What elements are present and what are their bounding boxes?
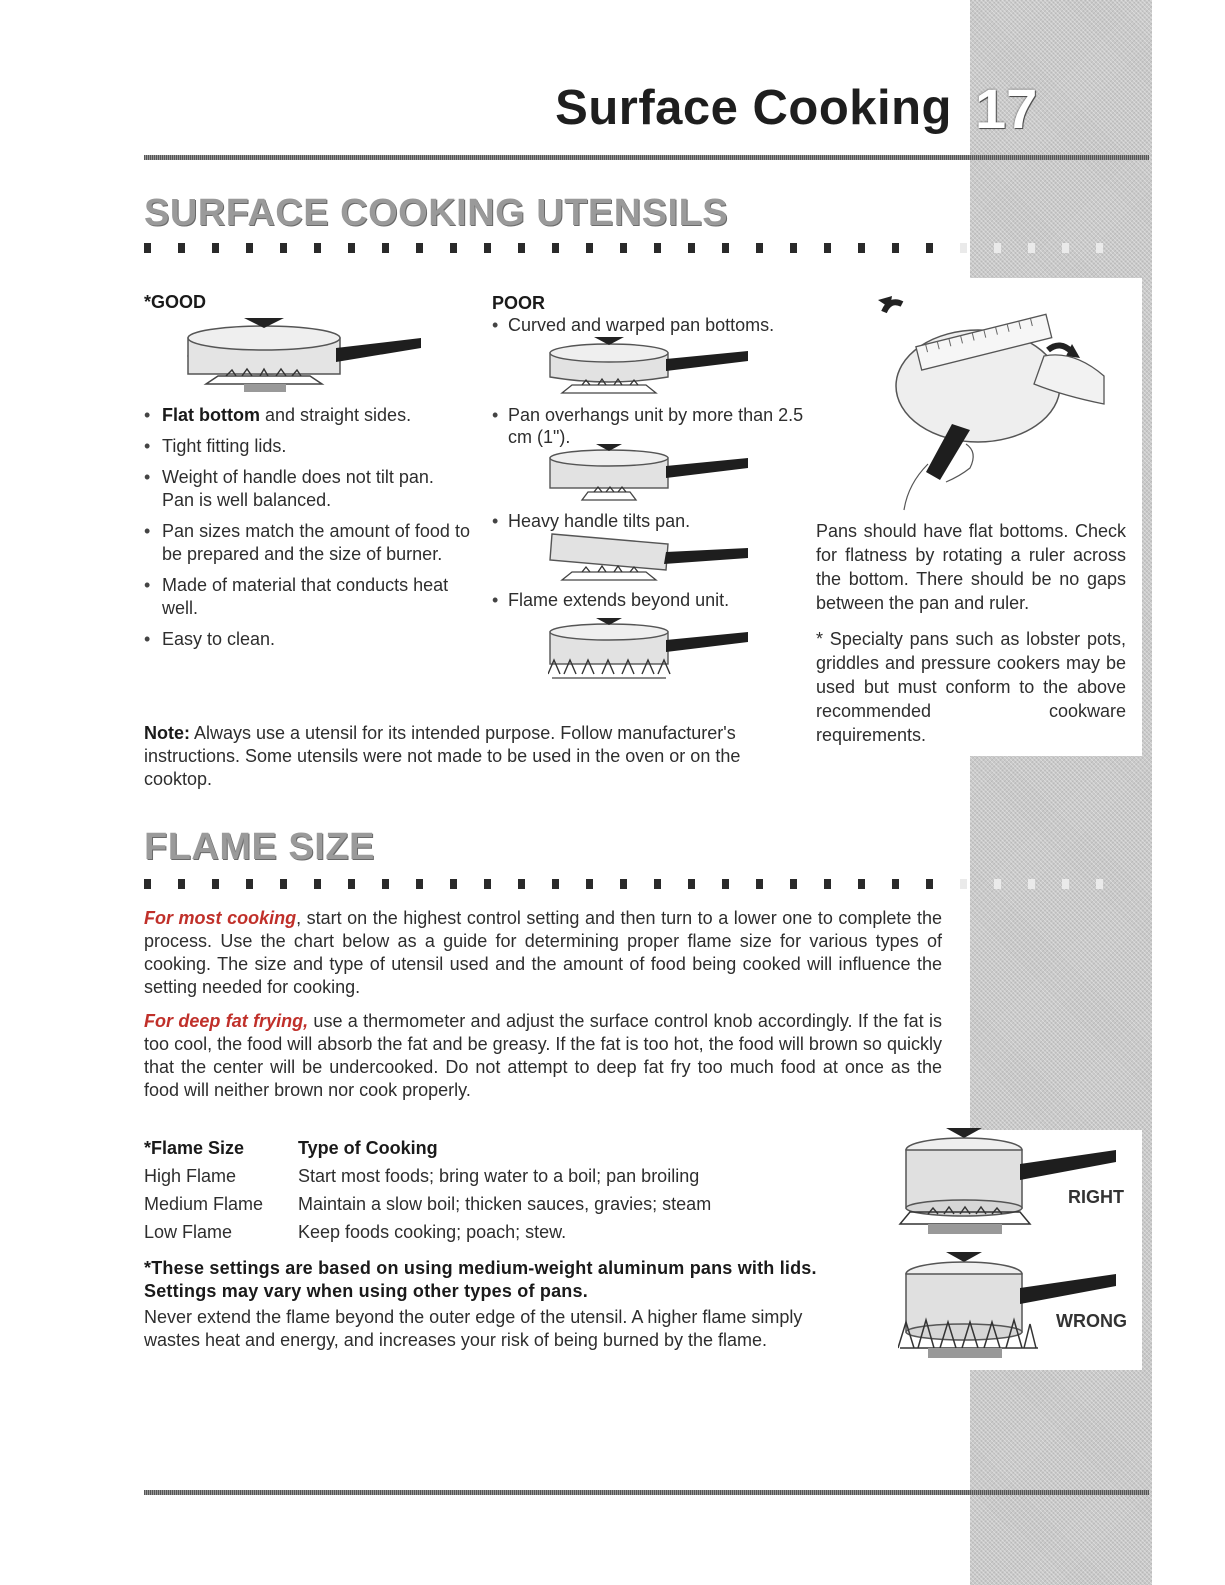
divider-dot	[892, 879, 899, 889]
utensil-note: Note: Always use a utensil for its intended purpose. Follow manufacturer's instructions. Some utensils were not made to be used in the oven or on the cooktop.	[144, 723, 741, 789]
divider-dot	[994, 243, 1001, 253]
good-pan-illustration	[186, 310, 436, 395]
table-cell: Start most foods; bring water to a boil; pan broiling	[298, 1166, 700, 1186]
good-item: • Flat bottom and straight sides.	[144, 404, 470, 427]
table-row	[144, 1193, 711, 1221]
page-title: Surface Cooking	[555, 81, 952, 135]
divider-dot	[824, 879, 831, 889]
divider-dot	[212, 243, 219, 253]
divider-dot	[1028, 879, 1035, 889]
divider-dot	[144, 243, 151, 253]
table-header: Type of Cooking	[298, 1138, 438, 1158]
divider-dot	[280, 879, 287, 889]
divider-dot	[212, 879, 219, 889]
divider-dot	[178, 243, 185, 253]
divider-dot	[722, 879, 729, 889]
flatness-text: Pans should have flat bottoms. Check for flatness by rotating a ruler across the bottom. There should be no gaps between the pan and ruler.	[816, 521, 1126, 613]
poor-label: POOR	[492, 293, 546, 313]
good-item: • Made of material that conducts heat well.	[144, 574, 470, 620]
divider-dot	[484, 243, 491, 253]
divider-dot	[416, 879, 423, 889]
divider-dot	[144, 879, 151, 889]
good-item: • Easy to clean.	[144, 628, 470, 651]
dot-divider-flame	[144, 879, 1154, 889]
divider-dot	[586, 243, 593, 253]
divider-dot	[518, 879, 525, 889]
bottom-rule	[144, 1490, 1149, 1495]
divider-dot	[1062, 879, 1069, 889]
divider-dot	[926, 879, 933, 889]
section-heading-flame-size: FLAME SIZE	[144, 826, 375, 868]
divider-dot	[484, 879, 491, 889]
flame-paragraph-most-cooking: For most cooking, start on the highest control setting and then turn to a lower one to complete the process. Use the chart below as a guide for determining proper flame size for various types of cooking. The size and type of utensil used and the amount of food being cooked will influence the setting needed for cooking.	[144, 908, 942, 997]
divider-dot	[552, 243, 559, 253]
divider-dot	[654, 243, 661, 253]
divider-dot	[1028, 243, 1035, 253]
divider-dot	[960, 879, 967, 889]
poor-pan-curved-illustration	[548, 333, 758, 397]
wrong-pot-illustration	[898, 1248, 1128, 1366]
table-header-row	[144, 1137, 711, 1165]
poor-item: • Heavy handle tilts pan.	[492, 510, 828, 532]
right-pot-illustration	[898, 1124, 1128, 1242]
flame-paragraph-deep-fat-frying: For deep fat frying, use a thermometer and adjust the surface control knob accordingly. If the fat is too cool, the food will absorb the fat and be greasy. If the fat is too hot, the food will brown so quickly that the center will be undercooked. Do not attempt to deep fat fry too much food at once as the food will neither brown nor cook properly.	[144, 1011, 943, 1100]
divider-dot	[178, 879, 185, 889]
never-extend-text: Never extend the flame beyond the outer edge of the utensil. A higher flame simply wastes heat and energy, and increases your risk of being burned by the flame.	[144, 1307, 803, 1350]
good-item: • Weight of handle does not tilt pan. Pan is well balanced.	[144, 466, 470, 512]
divider-dot	[858, 879, 865, 889]
divider-dot	[790, 879, 797, 889]
divider-dot	[654, 879, 661, 889]
divider-dot	[1096, 879, 1103, 889]
divider-dot	[246, 879, 253, 889]
table-cell: Keep foods cooking; poach; stew.	[298, 1222, 567, 1242]
right-label: RIGHT	[1068, 1187, 1124, 1207]
flatness-check-illustration	[868, 286, 1138, 512]
good-label: *GOOD	[144, 292, 207, 312]
divider-dot	[382, 879, 389, 889]
table-row	[144, 1165, 711, 1193]
divider-dot	[450, 879, 457, 889]
poor-item: • Flame extends beyond unit.	[492, 589, 828, 611]
section-heading-utensils: SURFACE COOKING UTENSILS	[144, 192, 729, 234]
dot-divider-utensils	[144, 243, 1154, 253]
poor-pan-overhang-illustration	[548, 444, 758, 504]
divider-dot	[382, 243, 389, 253]
poor-item: • Pan overhangs unit by more than 2.5 cm (1").	[492, 404, 828, 448]
divider-dot	[688, 243, 695, 253]
divider-dot	[280, 243, 287, 253]
divider-dot	[314, 879, 321, 889]
table-row	[144, 1221, 711, 1249]
divider-dot	[552, 879, 559, 889]
divider-dot	[926, 243, 933, 253]
divider-dot	[892, 243, 899, 253]
good-list	[144, 404, 470, 659]
settings-note: *These settings are based on using medium-weight aluminum pans with lids. Settings may vary when using other types of pans.	[144, 1258, 817, 1301]
table-cell: High Flame	[144, 1166, 237, 1186]
divider-dot	[246, 243, 253, 253]
page-number: 17	[975, 77, 1038, 140]
divider-dot	[586, 879, 593, 889]
wrong-label: WRONG	[1056, 1311, 1127, 1331]
divider-dot	[756, 879, 763, 889]
flame-size-table	[144, 1137, 711, 1249]
divider-dot	[620, 879, 627, 889]
poor-pan-heavy-handle-illustration	[548, 528, 758, 584]
divider-dot	[518, 243, 525, 253]
divider-dot	[994, 879, 1001, 889]
table-cell: Medium Flame	[144, 1194, 264, 1214]
divider-dot	[348, 243, 355, 253]
poor-item: • Curved and warped pan bottoms.	[492, 314, 828, 336]
divider-dot	[688, 879, 695, 889]
divider-dot	[960, 243, 967, 253]
good-item: • Pan sizes match the amount of food to be prepared and the size of burner.	[144, 520, 470, 566]
good-item: • Tight fitting lids.	[144, 435, 470, 458]
table-cell: Maintain a slow boil; thicken sauces, gravies; steam	[298, 1194, 712, 1214]
specialty-pans-text: * Specialty pans such as lobster pots, griddles and pressure cookers may be used but must conform to the above recommended cookware requirements.	[816, 629, 1126, 745]
top-rule	[144, 155, 1149, 160]
divider-dot	[314, 243, 321, 253]
divider-dot	[790, 243, 797, 253]
divider-dot	[756, 243, 763, 253]
divider-dot	[620, 243, 627, 253]
table-cell: Low Flame	[144, 1222, 233, 1242]
divider-dot	[348, 879, 355, 889]
poor-pan-flame-beyond-illustration	[548, 616, 758, 684]
divider-dot	[1062, 243, 1069, 253]
divider-dot	[1096, 243, 1103, 253]
divider-dot	[416, 243, 423, 253]
divider-dot	[450, 243, 457, 253]
divider-dot	[858, 243, 865, 253]
table-header: *Flame Size	[144, 1138, 245, 1158]
divider-dot	[824, 243, 831, 253]
divider-dot	[722, 243, 729, 253]
